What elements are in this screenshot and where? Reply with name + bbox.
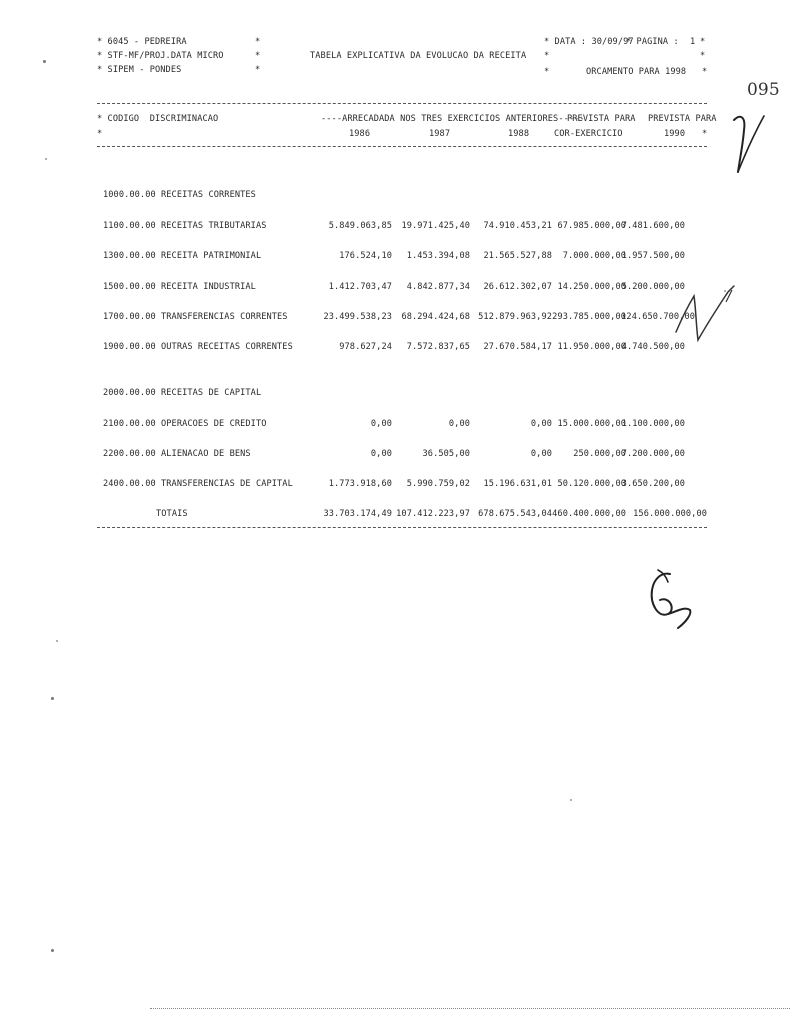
scan-speck — [56, 640, 58, 642]
row-value-1986: 5.849.063,85 — [328, 221, 392, 231]
column-header-star: * — [702, 129, 708, 139]
header-module: * SIPEM - PONDES — [97, 65, 182, 75]
totals-value-1987: 107.412.223,97 — [396, 509, 470, 519]
row-value-1990: 4.740.500,00 — [621, 342, 685, 352]
scan-speck — [45, 158, 47, 160]
column-header-forecast-current: PREVISTA PARA — [567, 114, 636, 124]
header-star: * — [544, 51, 550, 61]
row-value-1988: 26.612.302,07 — [483, 282, 552, 292]
row-value-current: 11.950.000,00 — [557, 342, 626, 352]
header-star: * — [700, 51, 706, 61]
row-label: 1900.00.00 OUTRAS RECEITAS CORRENTES — [103, 342, 293, 352]
header-star: * — [255, 37, 261, 47]
scan-speck — [724, 290, 726, 292]
totals-value-1988: 678.675.543,04 — [478, 509, 552, 519]
document-title: TABELA EXPLICATIVA DA EVOLUCAO DA RECEITA — [310, 51, 527, 61]
table-top-rule — [97, 103, 707, 104]
row-label: 1300.00.00 RECEITA PATRIMONIAL — [103, 251, 262, 261]
row-value-1986: 23.499.538,23 — [323, 312, 392, 322]
row-value-1990: 3.650.200,00 — [621, 479, 685, 489]
row-value-1987: 19.971.425,40 — [401, 221, 470, 231]
row-value-1987: 68.294.424,68 — [401, 312, 470, 322]
row-value-1987: 5.990.759,02 — [406, 479, 470, 489]
handwritten-signature — [640, 566, 696, 630]
page-stamp-number: 095 — [747, 80, 780, 100]
scan-artifact-line — [150, 1008, 790, 1009]
row-label: 1500.00.00 RECEITA INDUSTRIAL — [103, 282, 256, 292]
header-date: * DATA : 30/09/97 — [544, 37, 634, 47]
row-value-1986: 0,00 — [370, 419, 392, 429]
row-value-1988: 15.196.631,01 — [483, 479, 552, 489]
handwritten-initial-mark — [672, 282, 738, 354]
scan-speck — [570, 799, 572, 801]
row-value-1990: 5.200.000,00 — [621, 282, 685, 292]
row-label: 2400.00.00 TRANSFERENCIAS DE CAPITAL — [103, 479, 293, 489]
row-value-1986: 1.773.918,60 — [328, 479, 392, 489]
column-header-next-year: 1990 — [664, 129, 686, 139]
row-value-current: 250.000,00 — [573, 449, 626, 459]
header-star: * — [255, 51, 261, 61]
totals-value-current: 460.400.000,00 — [552, 509, 626, 519]
totals-label: TOTAIS — [156, 509, 188, 519]
row-value-1987: 36.505,00 — [422, 449, 470, 459]
row-value-1988: 74.910.453,21 — [483, 221, 552, 231]
row-value-1988: 512.879.963,92 — [478, 312, 552, 322]
row-value-1990: 1.957.500,00 — [621, 251, 685, 261]
totals-value-1990: 156.000.000,00 — [633, 509, 707, 519]
row-label: 1100.00.00 RECEITAS TRIBUTARIAS — [103, 221, 267, 231]
row-value-1990: 1.100.000,00 — [621, 419, 685, 429]
row-value-current: 14.250.000,00 — [557, 282, 626, 292]
header-page-number: 1 — [690, 37, 696, 47]
row-value-1986: 176.524,10 — [339, 251, 392, 261]
table-bottom-rule — [97, 527, 707, 528]
row-value-current: 67.985.000,00 — [557, 221, 626, 231]
header-star: * — [544, 67, 550, 77]
row-value-1988: 0,00 — [530, 419, 552, 429]
row-value-1988: 27.670.584,17 — [483, 342, 552, 352]
row-value-1990: 7.200.000,00 — [621, 449, 685, 459]
header-star: * — [700, 37, 706, 47]
column-header-code-description: * CODIGO DISCRIMINACAO — [97, 114, 219, 124]
row-value-current: 50.120.000,00 — [557, 479, 626, 489]
row-value-current: 7.000.000,00 — [562, 251, 626, 261]
row-label: 2000.00.00 RECEITAS DE CAPITAL — [103, 388, 262, 398]
scan-speck — [51, 949, 54, 952]
column-header-year-3: 1988 — [508, 129, 530, 139]
scan-speck — [43, 60, 46, 63]
column-header-forecast-next: PREVISTA PARA — [648, 114, 717, 124]
row-value-current: 15.000.000,00 — [557, 419, 626, 429]
scan-speck — [51, 697, 54, 700]
totals-value-1986: 33.703.174,49 — [323, 509, 392, 519]
header-system: * STF-MF/PROJ.DATA MICRO — [97, 51, 224, 61]
row-value-1987: 1.453.394,08 — [406, 251, 470, 261]
header-page-label: * PAGINA : — [626, 37, 679, 47]
column-header-current-exercise: COR-EXERCICIO — [554, 129, 623, 139]
column-header-year-2: 1987 — [429, 129, 451, 139]
row-value-current: 293.785.000,00 — [552, 312, 626, 322]
column-header-year-1: 1986 — [349, 129, 371, 139]
column-header-star: * — [97, 129, 103, 139]
row-value-1987: 0,00 — [448, 419, 470, 429]
header-star: * — [255, 65, 261, 75]
row-value-1986: 1.412.703,47 — [328, 282, 392, 292]
row-value-1987: 7.572.837,65 — [406, 342, 470, 352]
row-label: 2100.00.00 OPERACOES DE CREDITO — [103, 419, 267, 429]
row-value-1988: 0,00 — [530, 449, 552, 459]
header-entity: * 6045 - PEDREIRA — [97, 37, 187, 47]
header-star: * — [702, 67, 708, 77]
row-label: 1000.00.00 RECEITAS CORRENTES — [103, 190, 256, 200]
row-value-1986: 978.627,24 — [339, 342, 392, 352]
column-header-collected: ----ARRECADADA NOS TRES EXERCICIOS ANTERIORES----- — [321, 114, 585, 124]
row-value-1990: 124.650.700,00 — [621, 312, 695, 322]
header-budget-year: ORCAMENTO PARA 1998 — [586, 67, 687, 77]
row-value-1990: 7.481.600,00 — [621, 221, 685, 231]
row-label: 1700.00.00 TRANSFERENCIAS CORRENTES — [103, 312, 288, 322]
row-value-1986: 0,00 — [370, 449, 392, 459]
row-value-1987: 4.842.877,34 — [406, 282, 470, 292]
row-value-1988: 21.565.527,88 — [483, 251, 552, 261]
handwritten-check-mark — [728, 110, 768, 176]
row-label: 2200.00.00 ALIENACAO DE BENS — [103, 449, 251, 459]
table-header-rule — [97, 146, 707, 147]
